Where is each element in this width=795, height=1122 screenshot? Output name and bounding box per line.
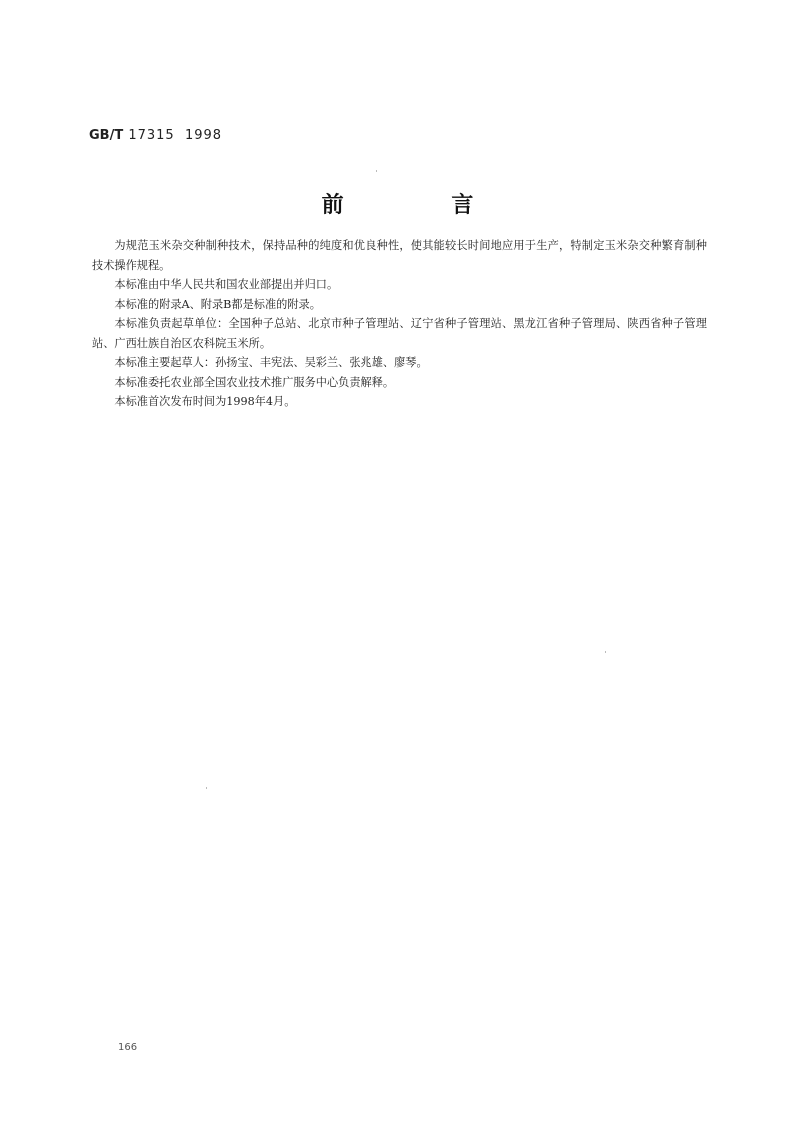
paragraph-interpretation: 本标准委托农业部全国农业技术推广服务中心负责解释。 xyxy=(114,375,395,389)
scan-speck xyxy=(605,651,606,653)
paragraph-drafting-units: 本标准负责起草单位：全国种子总站、北京市种子管理站、辽宁省种子管理站、黑龙江省种子管理局、陕西省种子管理站、广西壮族自治区农科院玉米所。 xyxy=(92,317,707,350)
page-number: 166 xyxy=(118,1042,138,1053)
paragraph-drafters: 本标准主要起草人：孙扬宝、丰宪法、吴彩兰、张兆雄、廖琴。 xyxy=(114,356,428,369)
standard-number: 17315 xyxy=(128,128,175,143)
standard-year: 1998 xyxy=(184,128,223,143)
standard-code xyxy=(89,128,222,143)
foreword-body xyxy=(92,236,707,412)
paragraph-release-date: 本标准首次发布时间为1998年4月。 xyxy=(114,395,296,408)
paragraph-annexes: 本标准的附录A、附录B都是标准的附录。 xyxy=(114,297,321,311)
scan-speck xyxy=(376,170,377,172)
paragraph-purpose: 为规范玉米杂交种制种技术，保持品种的纯度和优良种性，使其能较长时间地应用于生产，特制定玉米杂交种繁育制种技术操作规程。 xyxy=(92,239,707,272)
scan-speck xyxy=(206,787,207,789)
paragraph-proposer: 本标准由中华人民共和国农业部提出并归口。 xyxy=(114,278,339,291)
standard-prefix: GB/T xyxy=(89,128,124,143)
page-title: 前 言 xyxy=(321,193,524,218)
